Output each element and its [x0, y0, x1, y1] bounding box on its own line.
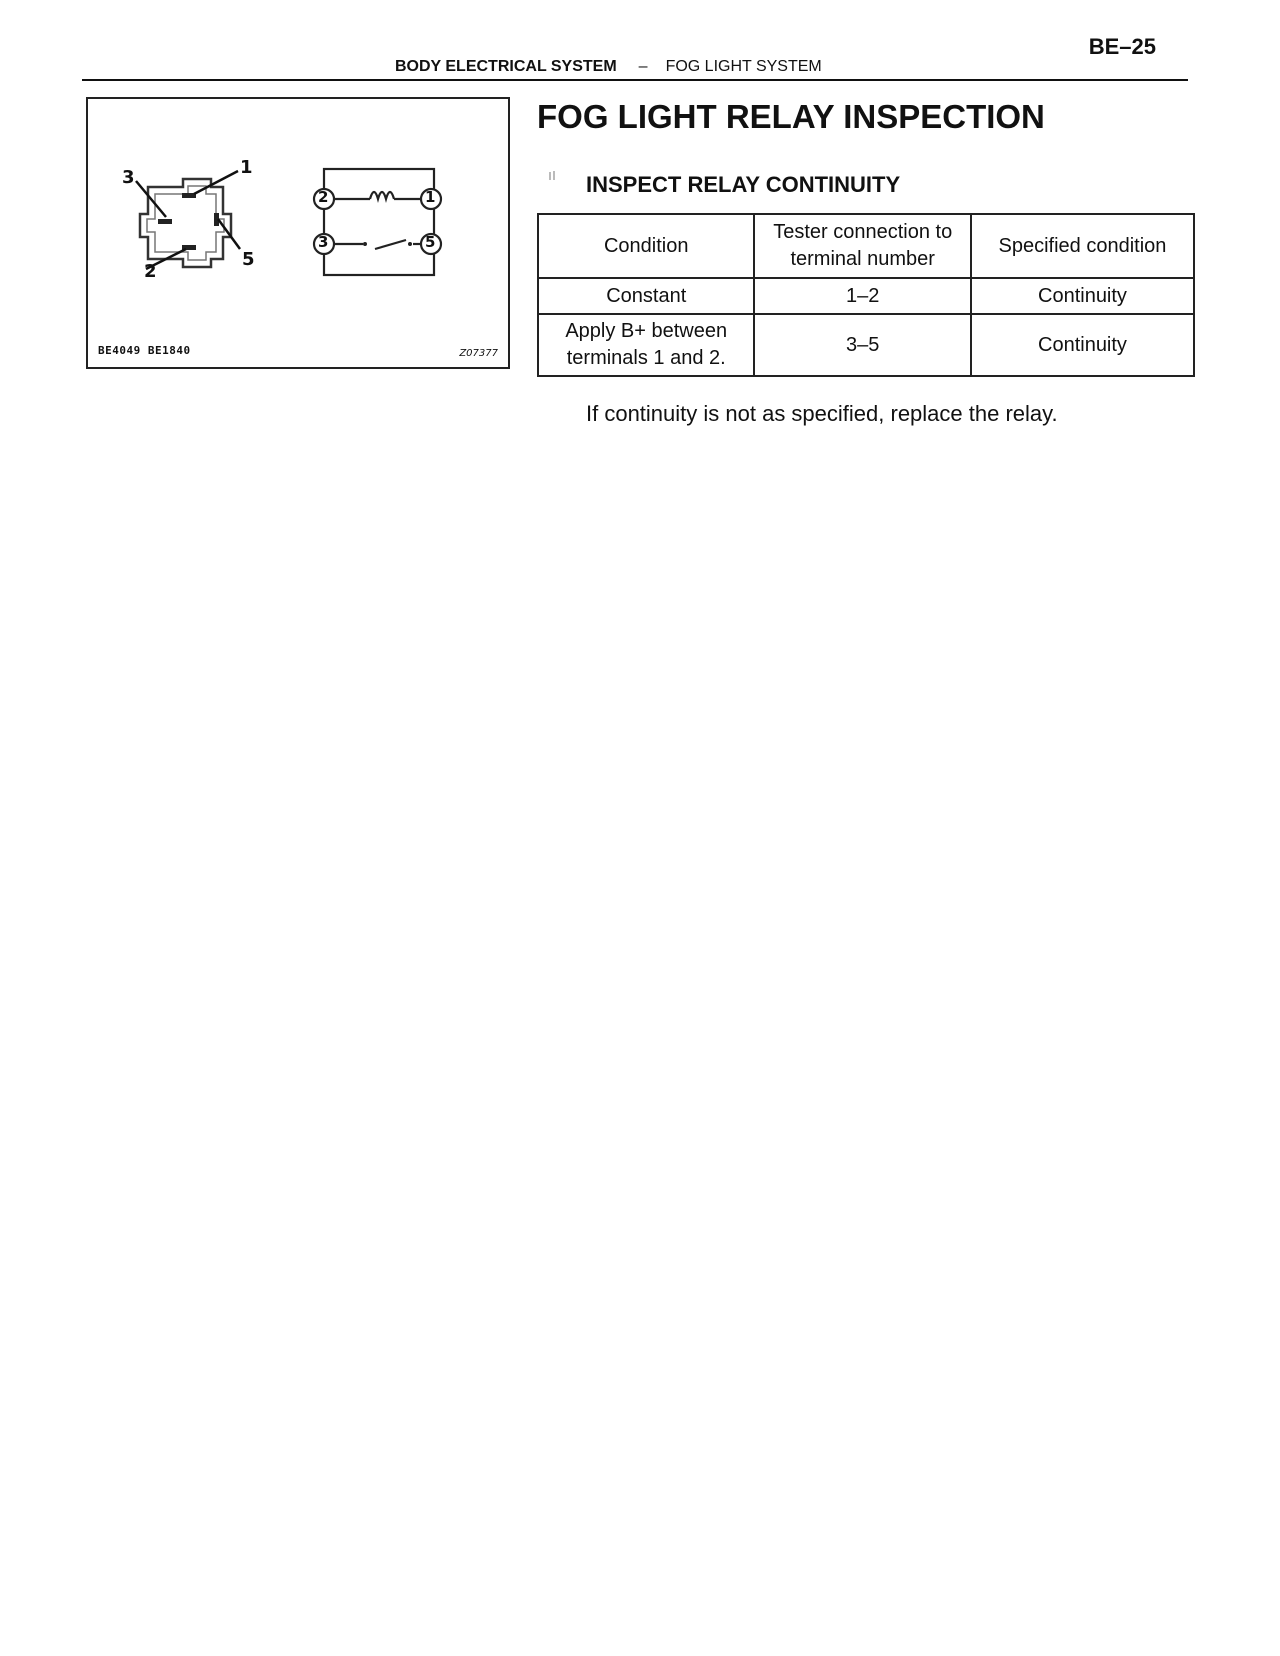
- connector-terminal-label: 2: [144, 261, 157, 282]
- connector-terminal-label: 5: [242, 249, 255, 270]
- schematic-terminal-label: 3: [318, 233, 329, 251]
- table-cell: Constant: [538, 278, 754, 314]
- relay-schematic: [314, 169, 441, 275]
- schematic-terminal-label: 2: [318, 188, 329, 206]
- relay-diagram-drawing: [88, 99, 512, 371]
- table-cell: Apply B+ between terminals 1 and 2.: [538, 314, 754, 376]
- table-header-cell: Specified condition: [971, 214, 1194, 278]
- schematic-terminal-label: 1: [425, 188, 436, 206]
- step-mark-icon: [548, 170, 558, 182]
- running-head-subsystem: FOG LIGHT SYSTEM: [665, 58, 822, 75]
- table-cell: Continuity: [971, 278, 1194, 314]
- table-cell: 3–5: [754, 314, 970, 376]
- table-cell: Continuity: [971, 314, 1194, 376]
- table-header-row: [538, 214, 1194, 278]
- table-cell: 1–2: [754, 278, 970, 314]
- schematic-terminal-label: 5: [425, 233, 436, 251]
- table-header-cell: Condition: [538, 214, 754, 278]
- connector-terminal-label: 3: [122, 167, 135, 188]
- running-head: [395, 58, 822, 76]
- page-number: BE–25: [1088, 34, 1156, 59]
- header-rule: [82, 79, 1188, 81]
- running-head-system: BODY ELECTRICAL SYSTEM: [395, 58, 617, 75]
- figure-code-left: BE4049 BE1840: [98, 344, 191, 357]
- continuity-table: [537, 213, 1195, 377]
- section-title: FOG LIGHT RELAY INSPECTION: [537, 98, 1045, 135]
- running-head-separator: –: [638, 58, 648, 75]
- table-header-cell: Tester connection to terminal number: [754, 214, 970, 278]
- connector-terminal-label: 1: [240, 157, 253, 178]
- table-row: [538, 278, 1194, 314]
- table-row: [538, 314, 1194, 376]
- replacement-note: If continuity is not as specified, replace the relay.: [586, 401, 1058, 426]
- relay-terminal-blades: [158, 193, 219, 250]
- sub-title: INSPECT RELAY CONTINUITY: [586, 172, 901, 197]
- figure-code-right: Z07377: [459, 348, 498, 359]
- relay-diagram-figure: [86, 97, 510, 369]
